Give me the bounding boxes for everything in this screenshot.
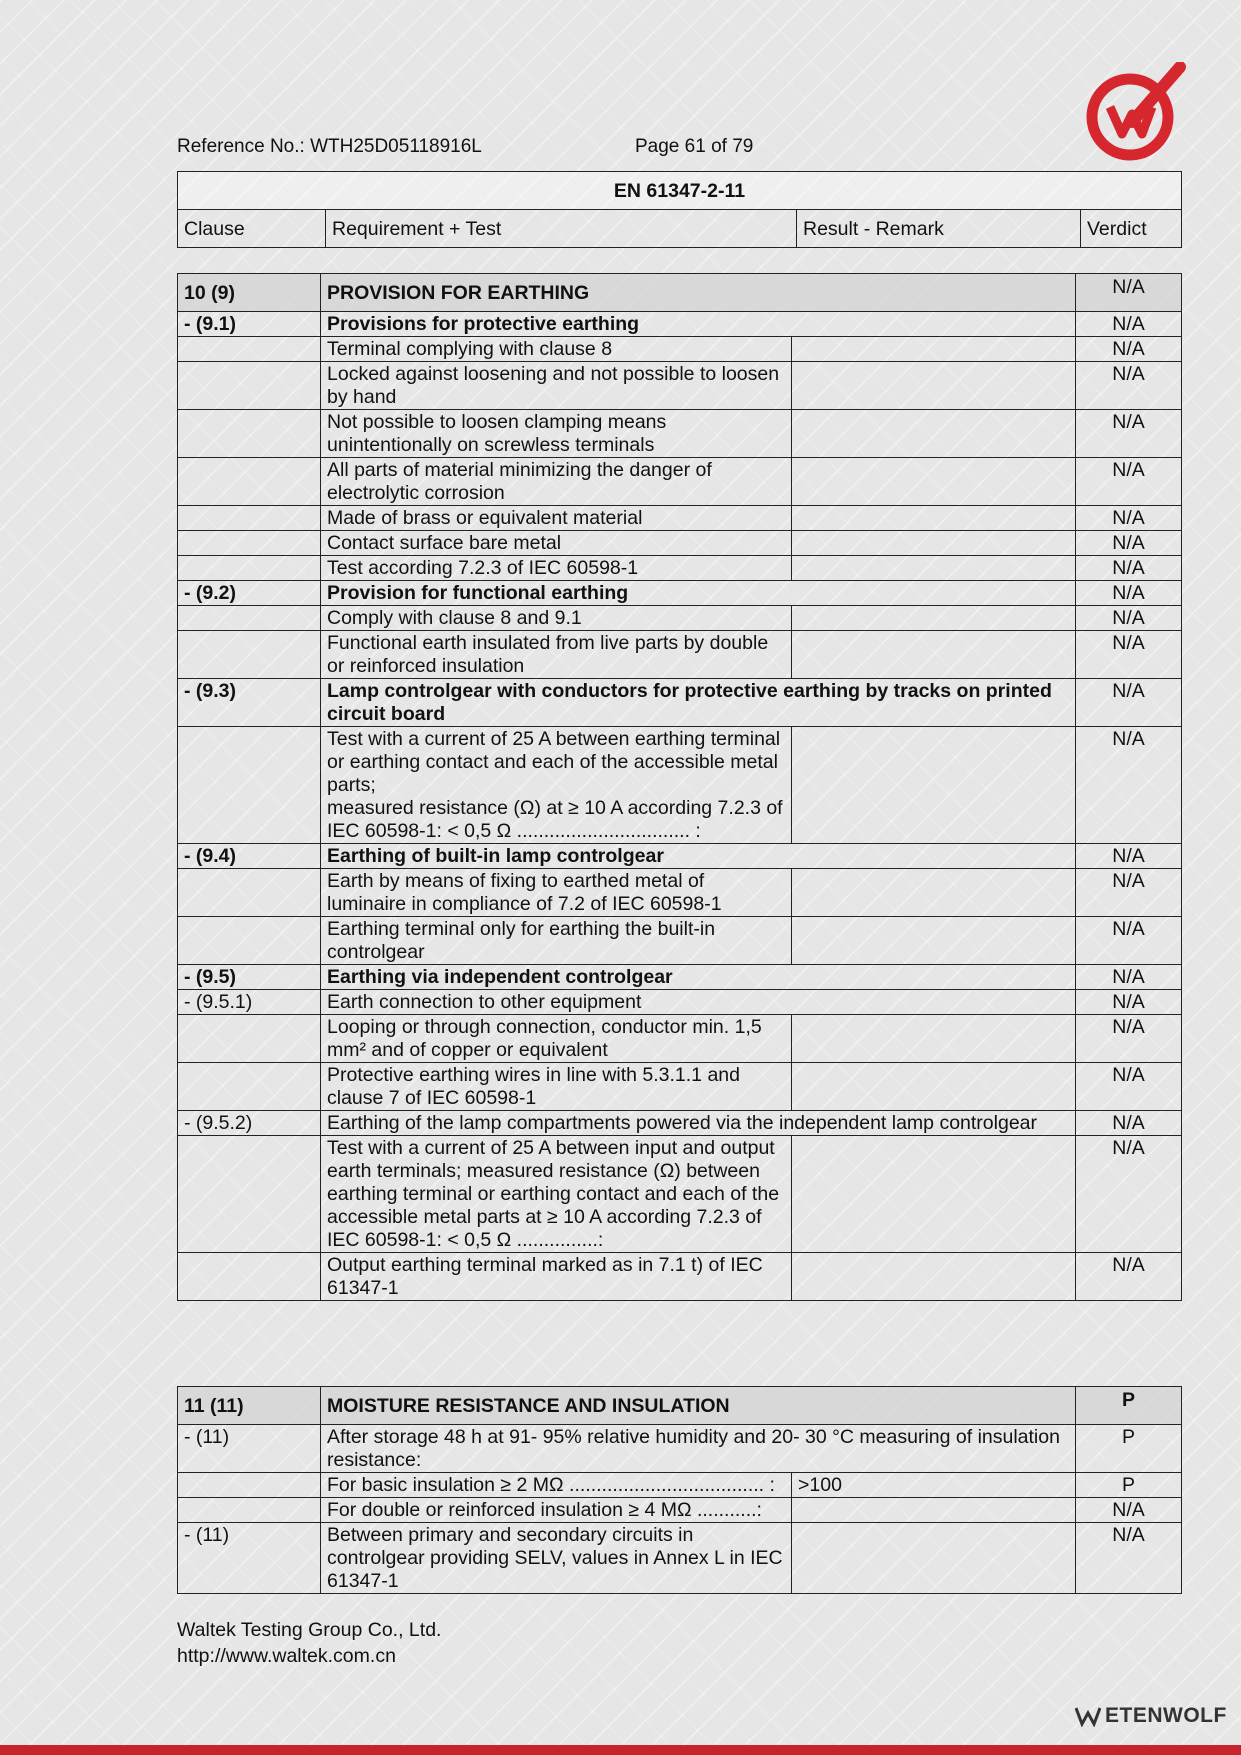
row-result: [792, 1253, 1076, 1301]
etenwolf-brand: [1075, 1704, 1227, 1728]
row-verdict: P: [1076, 1425, 1182, 1473]
row-verdict: N/A: [1076, 631, 1182, 679]
row-result: [792, 1063, 1076, 1111]
row-verdict: N/A: [1076, 1063, 1182, 1111]
row-text: Earth by means of fixing to earthed metal of luminaire in compliance of 7.2 of IEC 60598-1: [321, 869, 792, 917]
section-clause: 11 (11): [178, 1387, 321, 1425]
row-verdict: N/A: [1076, 844, 1182, 869]
row-text: Not possible to loosen clamping means unintentionally on screwless terminals: [321, 410, 792, 458]
bottom-accent-bar: [0, 1745, 1241, 1755]
table-row: [178, 362, 1182, 410]
table-row: [178, 606, 1182, 631]
section-verdict: N/A: [1076, 274, 1182, 312]
row-clause: - (9.5.2): [178, 1111, 321, 1136]
row-verdict: N/A: [1076, 869, 1182, 917]
row-result: [792, 917, 1076, 965]
row-clause: - (9.2): [178, 581, 321, 606]
table-row: [178, 869, 1182, 917]
row-verdict: N/A: [1076, 458, 1182, 506]
row-verdict: N/A: [1076, 917, 1182, 965]
table-row: [178, 337, 1182, 362]
table-row: [178, 990, 1182, 1015]
row-verdict: N/A: [1076, 506, 1182, 531]
row-clause: [178, 727, 321, 844]
col-header-clause: Clause: [178, 210, 326, 248]
row-result: [792, 869, 1076, 917]
row-verdict: N/A: [1076, 581, 1182, 606]
row-clause: [178, 1498, 321, 1523]
table-row: [178, 844, 1182, 869]
row-result: [792, 1015, 1076, 1063]
table-row: [178, 410, 1182, 458]
section-clause: 10 (9): [178, 274, 321, 312]
row-verdict: N/A: [1076, 990, 1182, 1015]
row-clause: - (11): [178, 1425, 321, 1473]
row-verdict: N/A: [1076, 679, 1182, 727]
row-clause: [178, 410, 321, 458]
row-clause: - (9.5.1): [178, 990, 321, 1015]
row-text: For double or reinforced insulation ≥ 4 MΩ ...........:: [321, 1498, 792, 1523]
section-title: MOISTURE RESISTANCE AND INSULATION: [321, 1387, 1076, 1425]
table-row: [178, 679, 1182, 727]
standard-title: EN 61347-2-11: [178, 172, 1182, 210]
row-verdict: N/A: [1076, 965, 1182, 990]
row-text: Comply with clause 8 and 9.1: [321, 606, 792, 631]
table-row: [178, 506, 1182, 531]
row-result: [792, 631, 1076, 679]
row-text: For basic insulation ≥ 2 MΩ .................................... :: [321, 1473, 792, 1498]
row-result: [792, 556, 1076, 581]
row-text: Earthing of built-in lamp controlgear: [321, 844, 1076, 869]
row-clause: - (9.5): [178, 965, 321, 990]
company-name: Waltek Testing Group Co., Ltd.: [177, 1619, 442, 1641]
row-clause: [178, 1253, 321, 1301]
row-text: Earthing terminal only for earthing the built-in controlgear: [321, 917, 792, 965]
table-row: [178, 581, 1182, 606]
row-result: >100: [792, 1473, 1076, 1498]
row-text: Terminal complying with clause 8: [321, 337, 792, 362]
waltek-logo-icon: [1080, 62, 1190, 162]
row-text: Lamp controlgear with conductors for protective earthing by tracks on printed circuit board: [321, 679, 1076, 727]
footer: [177, 1617, 441, 1669]
row-result: [792, 506, 1076, 531]
row-text: Looping or through connection, conductor min. 1,5 mm² and of copper or equivalent: [321, 1015, 792, 1063]
row-text: Output earthing terminal marked as in 7.1 t) of IEC 61347-1: [321, 1253, 792, 1301]
table-row: [178, 1111, 1182, 1136]
section-header-row: [178, 274, 1182, 312]
row-text: Earthing of the lamp compartments powered via the independent lamp controlgear: [321, 1111, 1076, 1136]
table-row: [178, 917, 1182, 965]
section-title: PROVISION FOR EARTHING: [321, 274, 1076, 312]
standard-header-table: [177, 171, 1182, 248]
row-text: After storage 48 h at 91- 95% relative humidity and 20- 30 °C measuring of insulation resistance:: [321, 1425, 1076, 1473]
row-result: [792, 531, 1076, 556]
row-result: [792, 1498, 1076, 1523]
row-verdict: N/A: [1076, 727, 1182, 844]
row-text: Earthing via independent controlgear: [321, 965, 1076, 990]
col-header-verdict: Verdict: [1081, 210, 1182, 248]
row-verdict: N/A: [1076, 1253, 1182, 1301]
reference-number: Reference No.: WTH25D05118916L: [177, 136, 482, 157]
table-row: [178, 1498, 1182, 1523]
row-verdict: N/A: [1076, 1136, 1182, 1253]
row-text: Test according 7.2.3 of IEC 60598-1: [321, 556, 792, 581]
table-row: [178, 1015, 1182, 1063]
row-verdict: N/A: [1076, 1015, 1182, 1063]
table-row: [178, 531, 1182, 556]
row-text: Provision for functional earthing: [321, 581, 1076, 606]
table-row: [178, 1473, 1182, 1498]
table-row: [178, 458, 1182, 506]
table-row: [178, 1523, 1182, 1594]
col-header-requirement: Requirement + Test: [326, 210, 797, 248]
row-clause: [178, 631, 321, 679]
row-text: Made of brass or equivalent material: [321, 506, 792, 531]
row-text: Locked against loosening and not possible to loosen by hand: [321, 362, 792, 410]
row-clause: [178, 1015, 321, 1063]
row-result: [792, 606, 1076, 631]
row-verdict: N/A: [1076, 606, 1182, 631]
row-clause: [178, 917, 321, 965]
row-verdict: N/A: [1076, 1523, 1182, 1594]
row-verdict: N/A: [1076, 337, 1182, 362]
table-row: [178, 1425, 1182, 1473]
row-clause: [178, 869, 321, 917]
col-header-result: Result - Remark: [797, 210, 1081, 248]
row-result: [792, 727, 1076, 844]
row-verdict: P: [1076, 1473, 1182, 1498]
row-clause: [178, 337, 321, 362]
row-clause: [178, 458, 321, 506]
section-11-table: [177, 1386, 1182, 1594]
row-clause: [178, 1063, 321, 1111]
row-clause: [178, 362, 321, 410]
row-result: [792, 458, 1076, 506]
section-10-table: [177, 273, 1182, 1301]
row-text: Provisions for protective earthing: [321, 312, 1076, 337]
row-result: [792, 1523, 1076, 1594]
row-clause: - (9.1): [178, 312, 321, 337]
row-verdict: N/A: [1076, 1498, 1182, 1523]
etenwolf-logo-icon: [1075, 1705, 1101, 1727]
row-text-multi: [321, 727, 792, 844]
row-text: Protective earthing wires in line with 5.3.1.1 and clause 7 of IEC 60598-1: [321, 1063, 792, 1111]
row-clause: [178, 1136, 321, 1253]
row-text: Test with a current of 25 A between input and output earth terminals; measured resistance (Ω) between earthing terminal or earthing contact and each of the accessible metal parts at ≥ 10 A according 7.2.3 of IEC 60598-1: < 0,5 Ω ...............:: [321, 1136, 792, 1253]
table-row: [178, 965, 1182, 990]
row-verdict: N/A: [1076, 1111, 1182, 1136]
section-verdict: P: [1076, 1387, 1182, 1425]
table-row: [178, 1253, 1182, 1301]
row-clause: [178, 1473, 321, 1498]
row-text: Between primary and secondary circuits in controlgear providing SELV, values in Annex L in IEC 61347-1: [321, 1523, 792, 1594]
table-row: [178, 312, 1182, 337]
section-header-row: [178, 1387, 1182, 1425]
row-clause: - (11): [178, 1523, 321, 1594]
row-text: Test with a current of 25 A between earthing terminal or earthing contact and each of the accessible metal parts;: [327, 728, 781, 796]
row-result: [792, 410, 1076, 458]
row-result: [792, 362, 1076, 410]
row-verdict: N/A: [1076, 531, 1182, 556]
row-verdict: N/A: [1076, 556, 1182, 581]
row-verdict: N/A: [1076, 410, 1182, 458]
row-text: Earth connection to other equipment: [321, 990, 1076, 1015]
row-clause: [178, 606, 321, 631]
table-row: [178, 556, 1182, 581]
row-verdict: N/A: [1076, 312, 1182, 337]
row-result: [792, 337, 1076, 362]
row-text-measured: measured resistance (Ω) at ≥ 10 A according 7.2.3 of IEC 60598-1: < 0,5 Ω ................................ :: [327, 797, 783, 842]
table-row: [178, 1063, 1182, 1111]
row-text: All parts of material minimizing the danger of electrolytic corrosion: [321, 458, 792, 506]
table-row: [178, 1136, 1182, 1253]
company-url[interactable]: http://www.waltek.com.cn: [177, 1645, 396, 1667]
row-text: Contact surface bare metal: [321, 531, 792, 556]
row-clause: [178, 531, 321, 556]
row-result: [792, 1136, 1076, 1253]
row-clause: - (9.4): [178, 844, 321, 869]
table-row: [178, 727, 1182, 844]
row-clause: [178, 556, 321, 581]
row-clause: - (9.3): [178, 679, 321, 727]
brand-name: ETENWOLF: [1105, 1704, 1227, 1727]
table-row: [178, 631, 1182, 679]
page-number: Page 61 of 79: [635, 136, 754, 157]
row-clause: [178, 506, 321, 531]
row-text: Functional earth insulated from live parts by double or reinforced insulation: [321, 631, 792, 679]
row-verdict: N/A: [1076, 362, 1182, 410]
